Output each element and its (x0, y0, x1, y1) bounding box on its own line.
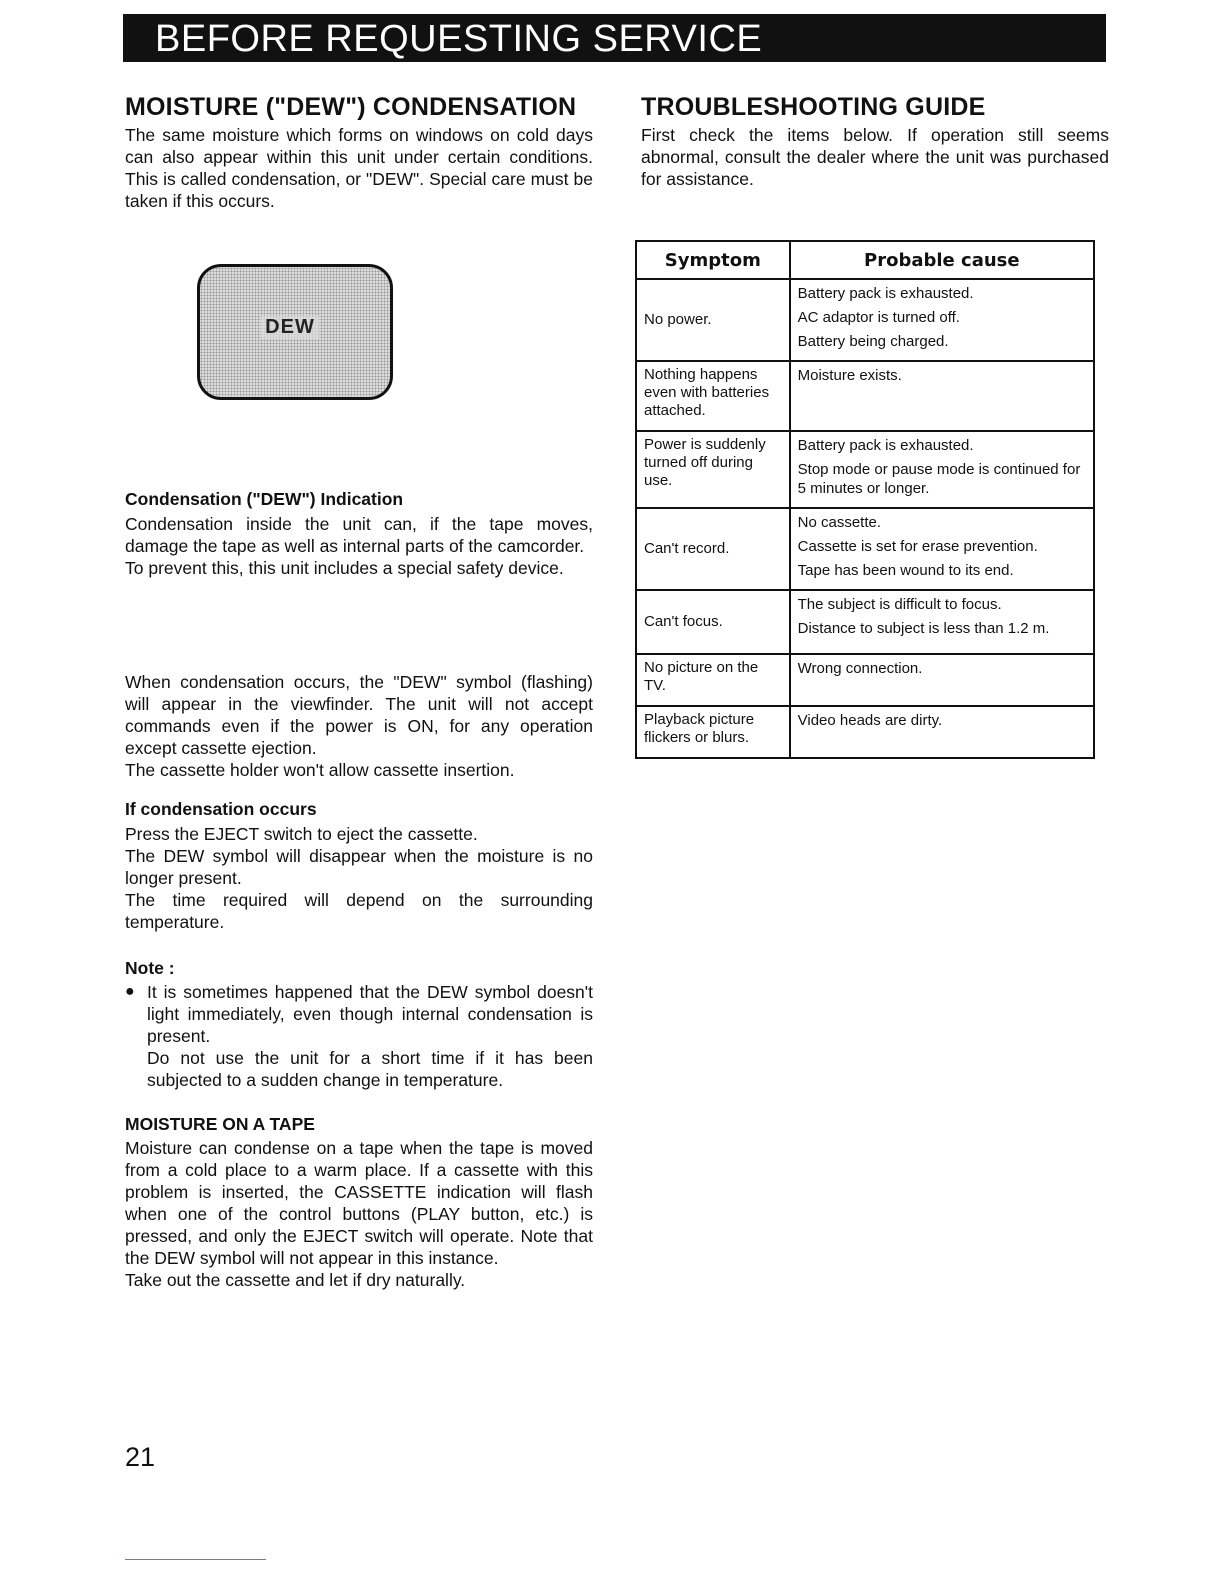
cause-item: Battery pack is exhausted. (797, 437, 974, 454)
dew-display-label: DEW (261, 316, 319, 339)
table-row (636, 706, 1094, 758)
cause-item: AC adaptor is turned off. (797, 309, 960, 326)
indication-block (125, 488, 593, 579)
table-row (636, 431, 1094, 508)
cause-cell (790, 508, 1094, 590)
occurs-paragraph-1: When condensation occurs, the "DEW" symbol (flashing) will appear in the viewfinder. The unit will not accept commands even if the power is ON, for any operation except cassette ejection. (125, 672, 593, 758)
tape-paragraph-2: Take out the cassette and let if dry naturally. (125, 1270, 466, 1290)
symptom-cell: No power. (636, 279, 790, 361)
note-paragraph-1: It is sometimes happened that the DEW symbol doesn't light immediately, even though internal condensation is present. (147, 982, 593, 1046)
page-number: 21 (125, 1442, 156, 1472)
occurs-paragraph-2: The cassette holder won't allow cassette insertion. (125, 760, 515, 780)
table-row (636, 508, 1094, 590)
symptom-cell: Playback picture flickers or blurs. (636, 706, 790, 758)
note-heading: Note : (125, 958, 175, 978)
table-row (636, 590, 1094, 654)
symptom-cell: Nothing happens even with batteries attached. (636, 361, 790, 431)
tape-block (125, 1113, 593, 1291)
table-header-row (636, 241, 1094, 279)
note-paragraph-2: Do not use the unit for a short time if it has been subjected to a sudden change in temperature. (147, 1048, 593, 1090)
cause-cell (790, 590, 1094, 654)
cause-item: The subject is difficult to focus. (797, 596, 1002, 613)
table-row (636, 654, 1094, 706)
cause-item: Stop mode or pause mode is continued for 5 minutes or longer. (797, 461, 1081, 497)
moisture-section (125, 90, 593, 1290)
occurs-block (125, 671, 593, 781)
dew-display-illustration (197, 264, 393, 400)
cause-item: Video heads are dirty. (797, 712, 943, 729)
if-paragraph-3: The time required will depend on the surrounding temperature. (125, 890, 593, 932)
symptom-cell: No picture on the TV. (636, 654, 790, 706)
if-paragraph-2: The DEW symbol will disappear when the moisture is no longer present. (125, 846, 593, 888)
header-probable-cause: Probable cause (790, 241, 1094, 279)
symptom-cell: Power is suddenly turned off during use. (636, 431, 790, 508)
if-paragraph-1: Press the EJECT switch to eject the cassette. (125, 824, 478, 844)
note-item (125, 981, 593, 1091)
troubleshooting-title: TROUBLESHOOTING GUIDE (641, 93, 986, 121)
tape-heading: MOISTURE ON A TAPE (125, 1114, 315, 1134)
cause-item: No cassette. (797, 514, 882, 531)
tape-paragraph-1: Moisture can condense on a tape when the tape is moved from a cold place to a warm place. If a cassette with this problem is inserted, the CASSETTE indication will flash when one of the control buttons (PLAY button, etc.) is pressed, and only the EJECT switch will operate. Note that the DEW symbol will not appear in this instance. (125, 1138, 593, 1268)
troubleshooting-intro: First check the items below. If operation still seems abnormal, consult the dealer where the unit was purchased for assistance. (641, 125, 1109, 189)
cause-item: Tape has been wound to its end. (797, 562, 1014, 579)
indication-paragraph-1: Condensation inside the unit can, if the tape moves, damage the tape as well as internal parts of the camcorder. (125, 514, 593, 556)
cause-cell (790, 279, 1094, 361)
troubleshooting-table (635, 240, 1095, 759)
cause-item: Battery being charged. (797, 333, 949, 350)
symptom-cell: Can't focus. (636, 590, 790, 654)
cause-item: Moisture exists. (797, 367, 902, 384)
table-row (636, 279, 1094, 361)
cause-item: Cassette is set for erase prevention. (797, 538, 1038, 555)
indication-heading: Condensation ("DEW") Indication (125, 489, 404, 509)
cause-item: Distance to subject is less than 1.2 m. (797, 620, 1050, 637)
cause-item: Wrong connection. (797, 660, 923, 677)
moisture-intro: The same moisture which forms on windows on cold days can also appear within this unit under certain conditions. This is called condensation, or "DEW". Special care must be taken if this occurs. (125, 125, 593, 211)
cause-cell (790, 706, 1094, 758)
if-condensation-block (125, 798, 593, 933)
bullet-icon: ● (125, 983, 135, 1000)
symptom-cell: Can't record. (636, 508, 790, 590)
cause-cell (790, 431, 1094, 508)
cause-item: Battery pack is exhausted. (797, 285, 974, 302)
note-block (125, 957, 593, 1091)
footer-divider (125, 1559, 266, 1560)
cause-cell (790, 654, 1094, 706)
if-condensation-heading: If condensation occurs (125, 799, 317, 819)
troubleshooting-section (641, 90, 1109, 746)
cause-cell (790, 361, 1094, 431)
table-row (636, 361, 1094, 431)
header-symptom: Symptom (636, 241, 790, 279)
indication-paragraph-2: To prevent this, this unit includes a special safety device. (125, 558, 564, 578)
moisture-title: MOISTURE ("DEW") CONDENSATION (125, 93, 577, 121)
page-header: BEFORE REQUESTING SERVICE (123, 14, 1106, 62)
